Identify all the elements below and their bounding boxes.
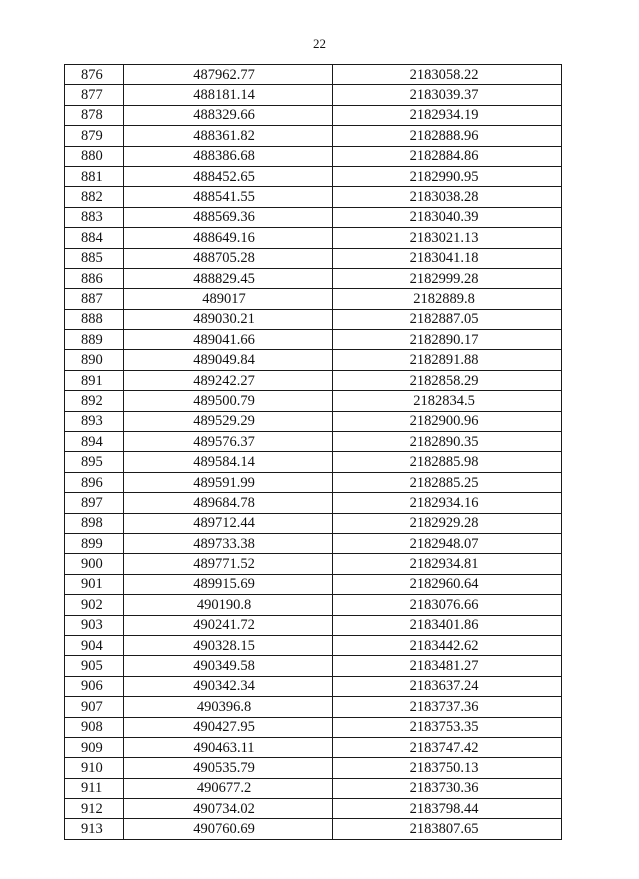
table-row [65,452,562,472]
table-row [65,85,562,105]
y-coordinate-cell: 2182934.81 [333,554,562,574]
table-row [65,268,562,288]
x-coordinate-cell: 489584.14 [124,452,333,472]
y-coordinate-cell: 2182887.05 [333,309,562,329]
y-coordinate-cell: 2183737.36 [333,697,562,717]
y-coordinate-cell: 2183730.36 [333,778,562,798]
point-number-cell: 878 [65,105,124,125]
x-coordinate-cell: 489030.21 [124,309,333,329]
x-coordinate-cell: 489771.52 [124,554,333,574]
table-row [65,554,562,574]
point-number-cell: 880 [65,146,124,166]
x-coordinate-cell: 489500.79 [124,391,333,411]
y-coordinate-cell: 2182934.16 [333,493,562,513]
table-row [65,350,562,370]
x-coordinate-cell: 489242.27 [124,370,333,390]
table-row [65,574,562,594]
point-number-cell: 877 [65,85,124,105]
point-number-cell: 891 [65,370,124,390]
point-number-cell: 890 [65,350,124,370]
x-coordinate-cell: 489591.99 [124,472,333,492]
x-coordinate-cell: 488386.68 [124,146,333,166]
point-number-cell: 889 [65,330,124,350]
table-row [65,391,562,411]
x-coordinate-cell: 488452.65 [124,166,333,186]
y-coordinate-cell: 2183750.13 [333,758,562,778]
table-row [65,411,562,431]
point-number-cell: 904 [65,635,124,655]
point-number-cell: 883 [65,207,124,227]
point-number-cell: 894 [65,432,124,452]
y-coordinate-cell: 2182890.35 [333,432,562,452]
table-row [65,65,562,85]
point-number-cell: 886 [65,268,124,288]
x-coordinate-cell: 490349.58 [124,656,333,676]
y-coordinate-cell: 2182960.64 [333,574,562,594]
x-coordinate-cell: 489684.78 [124,493,333,513]
table-row [65,717,562,737]
point-number-cell: 903 [65,615,124,635]
point-number-cell: 910 [65,758,124,778]
y-coordinate-cell: 2183401.86 [333,615,562,635]
point-number-cell: 879 [65,126,124,146]
x-coordinate-cell: 490241.72 [124,615,333,635]
point-number-cell: 902 [65,595,124,615]
table-row [65,737,562,757]
point-number-cell: 884 [65,228,124,248]
point-number-cell: 913 [65,819,124,839]
point-number-cell: 893 [65,411,124,431]
x-coordinate-cell: 489529.29 [124,411,333,431]
table-row [65,166,562,186]
x-coordinate-cell: 490427.95 [124,717,333,737]
point-number-cell: 899 [65,533,124,553]
point-number-cell: 885 [65,248,124,268]
y-coordinate-cell: 2183040.39 [333,207,562,227]
table-row [65,105,562,125]
point-number-cell: 911 [65,778,124,798]
y-coordinate-cell: 2183058.22 [333,65,562,85]
y-coordinate-cell: 2183076.66 [333,595,562,615]
y-coordinate-cell: 2183481.27 [333,656,562,676]
y-coordinate-cell: 2182999.28 [333,268,562,288]
page-number: 22 [313,36,326,51]
point-number-cell: 907 [65,697,124,717]
table-row [65,432,562,452]
table-row [65,513,562,533]
point-number-cell: 898 [65,513,124,533]
table-row [65,635,562,655]
y-coordinate-cell: 2182889.8 [333,289,562,309]
x-coordinate-cell: 489733.38 [124,533,333,553]
table-row [65,207,562,227]
point-number-cell: 888 [65,309,124,329]
point-number-cell: 896 [65,472,124,492]
point-number-cell: 897 [65,493,124,513]
x-coordinate-cell: 487962.77 [124,65,333,85]
point-number-cell: 912 [65,799,124,819]
y-coordinate-cell: 2183637.24 [333,676,562,696]
y-coordinate-cell: 2182929.28 [333,513,562,533]
y-coordinate-cell: 2182858.29 [333,370,562,390]
point-number-cell: 895 [65,452,124,472]
x-coordinate-cell: 489017 [124,289,333,309]
table-row [65,472,562,492]
x-coordinate-cell: 489915.69 [124,574,333,594]
y-coordinate-cell: 2183041.18 [333,248,562,268]
x-coordinate-cell: 488569.36 [124,207,333,227]
y-coordinate-cell: 2183038.28 [333,187,562,207]
table-row [65,799,562,819]
y-coordinate-cell: 2182900.96 [333,411,562,431]
table-row [65,595,562,615]
point-number-cell: 906 [65,676,124,696]
table-row [65,187,562,207]
x-coordinate-cell: 488541.55 [124,187,333,207]
x-coordinate-cell: 490760.69 [124,819,333,839]
y-coordinate-cell: 2183798.44 [333,799,562,819]
x-coordinate-cell: 490396.8 [124,697,333,717]
table-row [65,533,562,553]
point-number-cell: 909 [65,737,124,757]
table-row [65,248,562,268]
x-coordinate-cell: 490535.79 [124,758,333,778]
x-coordinate-cell: 489049.84 [124,350,333,370]
table-row [65,819,562,839]
table-row [65,493,562,513]
x-coordinate-cell: 488329.66 [124,105,333,125]
table-row [65,228,562,248]
y-coordinate-cell: 2183442.62 [333,635,562,655]
y-coordinate-cell: 2183753.35 [333,717,562,737]
x-coordinate-cell: 490328.15 [124,635,333,655]
y-coordinate-cell: 2182890.17 [333,330,562,350]
x-coordinate-cell: 490734.02 [124,799,333,819]
point-number-cell: 908 [65,717,124,737]
y-coordinate-cell: 2182888.96 [333,126,562,146]
table-row [65,758,562,778]
table-row [65,330,562,350]
coordinates-table [64,64,562,840]
x-coordinate-cell: 490677.2 [124,778,333,798]
y-coordinate-cell: 2183021.13 [333,228,562,248]
table-row [65,656,562,676]
x-coordinate-cell: 490342.34 [124,676,333,696]
y-coordinate-cell: 2182834.5 [333,391,562,411]
point-number-cell: 900 [65,554,124,574]
table-row [65,676,562,696]
x-coordinate-cell: 489712.44 [124,513,333,533]
point-number-cell: 882 [65,187,124,207]
x-coordinate-cell: 488649.16 [124,228,333,248]
x-coordinate-cell: 488705.28 [124,248,333,268]
point-number-cell: 876 [65,65,124,85]
y-coordinate-cell: 2183747.42 [333,737,562,757]
y-coordinate-cell: 2183039.37 [333,85,562,105]
table-row [65,126,562,146]
y-coordinate-cell: 2182948.07 [333,533,562,553]
y-coordinate-cell: 2183807.65 [333,819,562,839]
x-coordinate-cell: 488361.82 [124,126,333,146]
x-coordinate-cell: 489041.66 [124,330,333,350]
table-row [65,370,562,390]
point-number-cell: 887 [65,289,124,309]
table-row [65,697,562,717]
point-number-cell: 892 [65,391,124,411]
y-coordinate-cell: 2182885.25 [333,472,562,492]
point-number-cell: 905 [65,656,124,676]
x-coordinate-cell: 490463.11 [124,737,333,757]
x-coordinate-cell: 488181.14 [124,85,333,105]
table-row [65,289,562,309]
point-number-cell: 901 [65,574,124,594]
y-coordinate-cell: 2182885.98 [333,452,562,472]
table-row [65,778,562,798]
coordinates-table-body [65,65,562,840]
x-coordinate-cell: 489576.37 [124,432,333,452]
table-row [65,309,562,329]
point-number-cell: 881 [65,166,124,186]
y-coordinate-cell: 2182884.86 [333,146,562,166]
y-coordinate-cell: 2182934.19 [333,105,562,125]
x-coordinate-cell: 488829.45 [124,268,333,288]
table-row [65,615,562,635]
y-coordinate-cell: 2182891.88 [333,350,562,370]
y-coordinate-cell: 2182990.95 [333,166,562,186]
x-coordinate-cell: 490190.8 [124,595,333,615]
table-row [65,146,562,166]
